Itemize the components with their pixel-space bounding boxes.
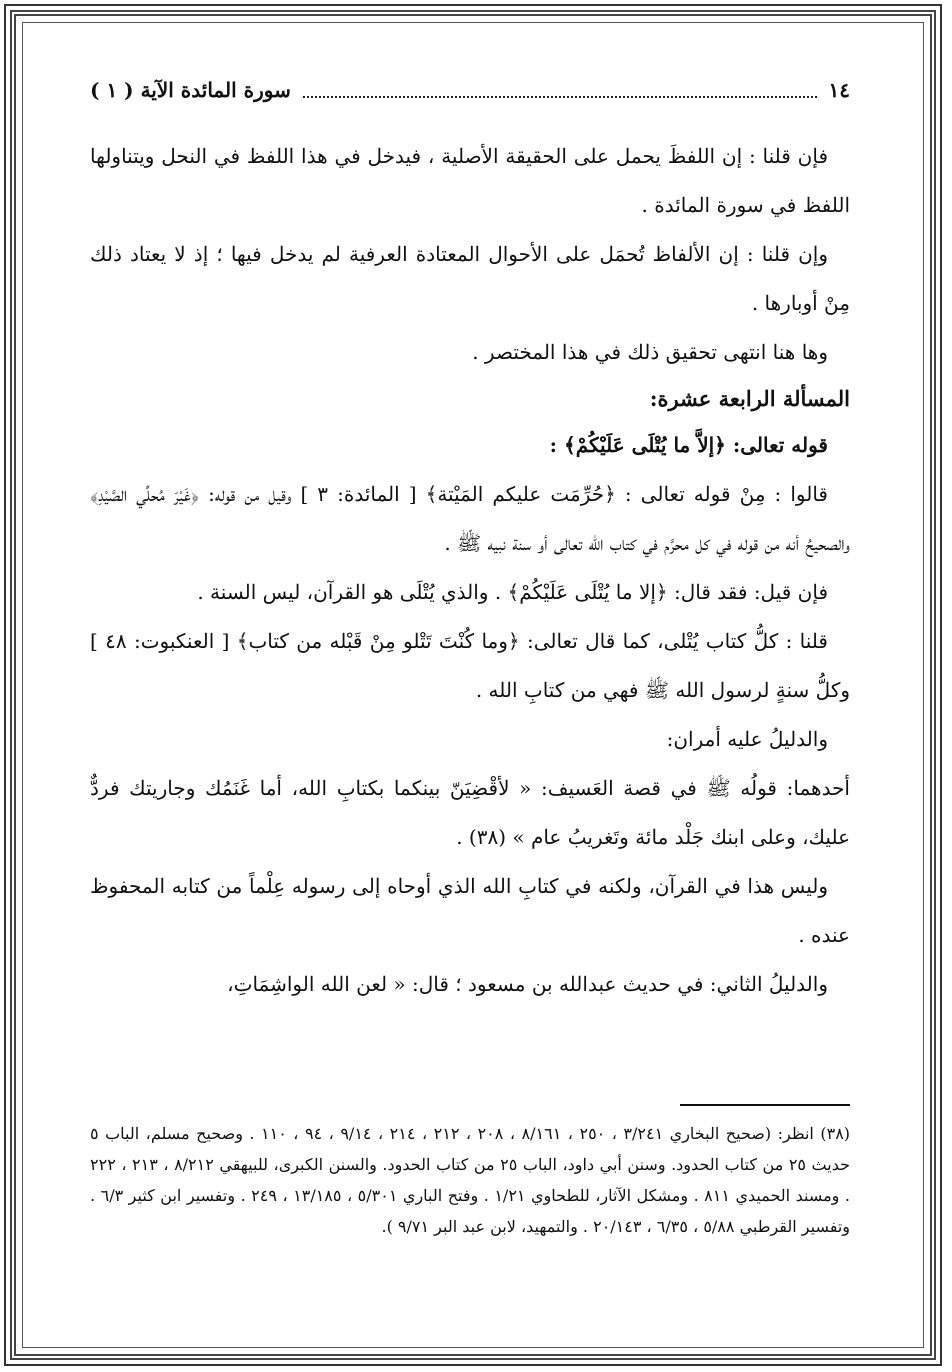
paragraph-2: وإن قلنا : إن الألفاظ تُحمَل على الأحوال المعتادة العرفية لم يدخل فيها ؛ إذ لا يعتاد ذلك مِنْ أوبارها . (90, 242, 850, 315)
paragraph-qulna: قلنا : كلُّ كتاب يُتْلى، كما قال تعالى: ﴿وما كُنْتَ تَتْلو مِنْ قَبْله من كتاب﴾ [ العنكبوت: ٤٨ ] وكلُّ سنةٍ لرسول الله ﷺ فهي من كتابِ الله . (90, 629, 850, 702)
header-dot-leader (303, 82, 817, 98)
running-header (90, 70, 850, 110)
verse-intro: قوله تعالى: ﴿إلاَّ ما يُتْلَى عَلَيْكُمْ﴾ : (549, 433, 828, 457)
paragraph-dalil: والدليلُ عليه أمران: (666, 727, 828, 751)
paragraph-ahad: أحدهما: قولُه ﷺ في قصة العَسيف: « لأقْضِيَنّ بينكما بكتابِ الله، أما غَنَمُك وجاريتك فردٌّ عليك، وعلى ابنك جَلْد مائة وتَغريبُ عام » (٣٨) . (90, 776, 850, 849)
page-content (90, 70, 850, 1300)
paragraph-qalu: قالوا : مِنْ قوله تعالى : ﴿حُرِّمَت عليكم المَيْتة﴾ [ المائدة: ٣ ] وقيل من قوله: ﴿غَيْرَ مُحلِّي الصَّيْدِ﴾ والصحيحُ أنه من قوله في كل محرَّم في كتاب الله تعالى أو سنة نبيه ﷺ . (90, 482, 850, 555)
footnote (90, 1118, 850, 1242)
footnote-separator (680, 1104, 850, 1106)
paragraph-thani: والدليلُ الثاني: في حديث عبدالله بن مسعود ؛ قال: « لعن الله الواشِمَاتِ، (227, 972, 828, 996)
footnote-text: انظر: (صحيح البخاري ٣/٢٤١ ، ٢٥٠ ، ٨/١٦١ ، ٢٠٨ ، ٢١٢ ، ٢١٤ ، ٩/١٤ ، ٩٤ ، ١١٠ . وصحيح مسلم، الباب ٥ حديث ٢٥ من كتاب الحدود. وسنن أبي داود، الباب ٢٥ من كتاب الحدود. والسنن الكبرى، للبيهقي ٨/٢١٢ ، ٢١٣ ، ٢٢٢ . ومسند الحميدي ٨١١ . ومشكل الآثار، للطحاوي ١/٢١ . وفتح الباري ٥/٣٠١ ، ١٣/١٨٥ ، ٢٤٩ . وتفسير ابن كثير ٦/٣ . وتفسير القرطبي ٥/٨٨ ، ٦/٣٥ ، ٢٠/١٤٣ . والتمهيد، لابن عبد البر ٩/٧١ ). (90, 1124, 851, 1236)
section-heading: المسألة الرابعة عشرة: (649, 386, 850, 411)
paragraph-3: وها هنا انتهى تحقيق ذلك في هذا المختصر . (472, 340, 828, 364)
paragraph-1: فإن قلنا : إن اللفظَ يحمل على الحقيقة الأصلية ، فيدخل في هذا اللفظ في النحل ويتناولها اللفظ في سورة المائدة . (90, 144, 850, 217)
header-title: سورة المائدة الآية ( ١ ) (90, 78, 291, 102)
footnote-number: (٣٨) (820, 1124, 851, 1143)
paragraph-qil: فإن قيل: فقد قال: ﴿إلا ما يُتْلَى عَلَيْكُمْ﴾ . والذي يُتْلَى هو القرآن، ليس السنة . (197, 580, 828, 604)
page-number: ١٤ (828, 78, 850, 102)
paragraph-laysa: وليس هذا في القرآن، ولكنه في كتابِ الله الذي أوحاه إلى رسوله عِلْماً من كتابه المحفوظ عنده . (90, 874, 850, 947)
